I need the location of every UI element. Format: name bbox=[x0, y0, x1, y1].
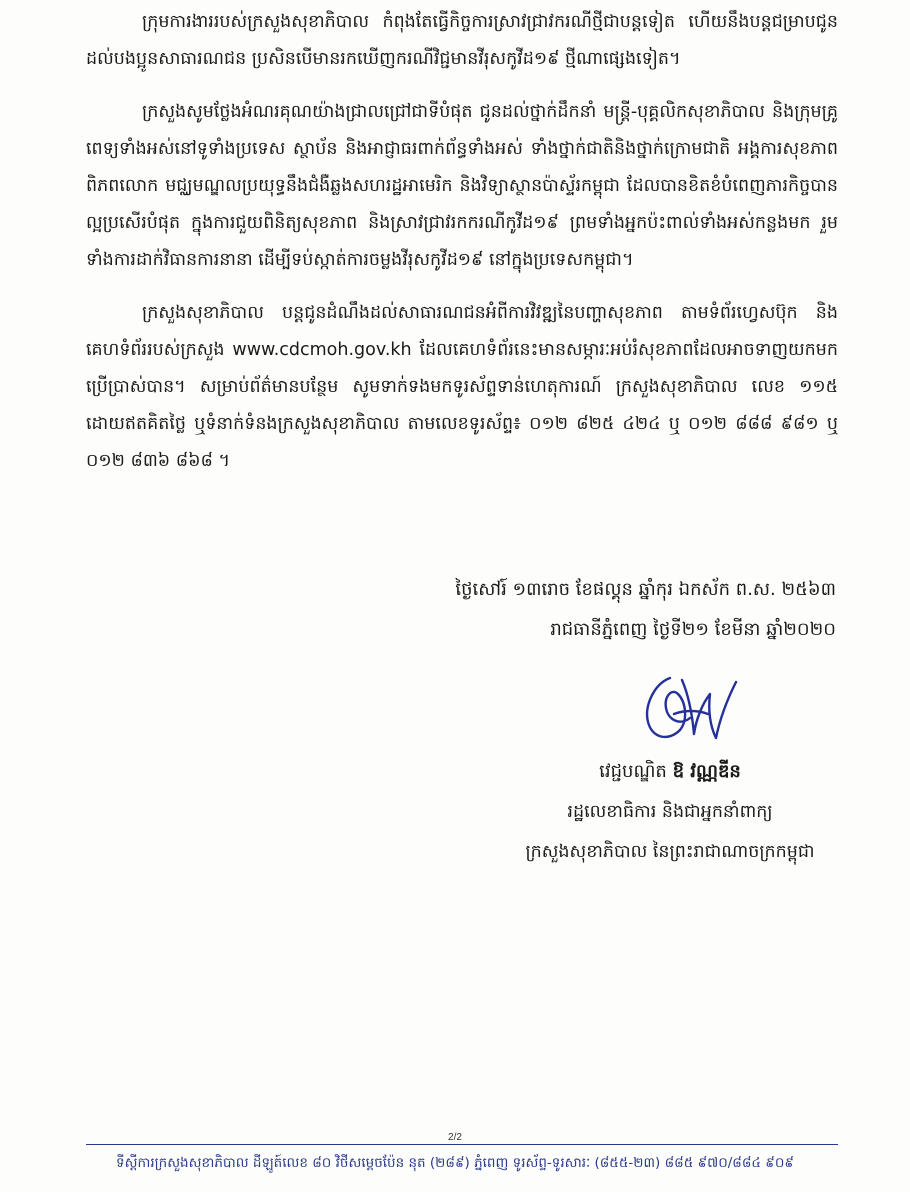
signatory-name: ឱ វណ្ណឌីន bbox=[672, 761, 741, 782]
signatory-role: រដ្ឋលេខាធិការ និងជាអ្នកនាំពាក្យ bbox=[567, 802, 773, 822]
signature-block bbox=[480, 752, 860, 872]
signatory-title: វេជ្ជបណ្ឌិត bbox=[599, 761, 667, 782]
solar-date: រាជធានីភ្នំពេញ ថ្ងៃទី២១ ខែមីនា ឆ្នាំ២០២០ bbox=[550, 619, 836, 640]
paragraph-gratitude: ក្រសួងសូមថ្លែងអំណរគុណយ៉ាងជ្រាលជ្រៅជាទីបំផុត ជូនដល់ថ្នាក់ដឹកនាំ មន្ត្រី-បុគ្គលិកសុខាភិបាល និងក្រុមគ្រូពេទ្យទាំងអស់នៅទូទាំងប្រទេស ស្ថាប័ន និងអាជ្ញាធរពាក់ព័ន្ធទាំងអស់ ទាំងថ្នាក់ជាតិនិងថ្នាក់ក្រោមជាតិ អង្គការសុខភាពពិភពលោក មជ្ឈមណ្ឌលប្រយុទ្ធនឹងជំងឺឆ្លងសហរដ្ឋអាមេរិក និងវិទ្យាស្ថានប៉ាស្ទ័រកម្ពុជា ដែលបានខិតខំបំពេញភារកិច្ចបានល្អប្រសើរបំផុត ក្នុងការជួយពិនិត្យសុខភាព និងស្រាវជ្រាវរកករណីកូវីដ១៩ ព្រមទាំងអ្នកប៉ះពាល់ទាំងអស់កន្លងមក រួមទាំងការដាក់វិធានការនានា ដើម្បីទប់ស្កាត់ការចម្លងវីរុសកូវីដ១៩ នៅក្នុងប្រទេសកម្ពុជា។ bbox=[86, 102, 838, 270]
lunar-date: ថ្ងៃសៅរ៍ ១៣រោច ខែផល្គុន ឆ្នាំកុរ ឯកស័ក ព.ស. ២៥៦៣ bbox=[455, 579, 836, 600]
handwritten-signature bbox=[636, 660, 746, 750]
page-number: 2/2 bbox=[448, 1132, 462, 1143]
date-block bbox=[455, 570, 836, 650]
signatory-name-line bbox=[480, 752, 860, 792]
paragraph-ongoing-investigation: ក្រុមការងាររបស់ក្រសួងសុខាភិបាល កំពុងតែធ្វើកិច្ចការស្រាវជ្រាវករណីថ្មីជាបន្តទៀត ហើយនឹងបន្តជម្រាបជូនដល់បងប្អូនសាធារណជន ប្រសិនបើមានរកឃើញករណីវិជ្ជមានវីរុសកូវីដ១៩ ថ្មីណាផ្សេងទៀត។ bbox=[86, 12, 838, 69]
footer-address: ទីស្តីការក្រសួងសុខាភិបាល ដីឡូត៍លេខ ៨០ វិថីសម្តេចប៉ែន នុត (២៨៩) ភ្នំពេញ ទូរស័ព្ទ-ទូរសារៈ (៨៥៥-២៣) ៨៨៥ ៩៧០/៨៨៤ ៩០៩ bbox=[116, 1155, 794, 1171]
footer-divider bbox=[86, 1144, 838, 1145]
signatory-ministry: ក្រសួងសុខាភិបាល នៃព្រះរាជាណាចក្រកម្ពុជា bbox=[525, 842, 815, 862]
paragraph-contact-info: ក្រសួងសុខាភិបាល បន្តជូនដំណឹងដល់សាធារណជនអំពីការវិវឌ្ឍនៃបញ្ហាសុខភាព តាមទំព័រហ្វេសប៊ុក និងគេហទំព័ររបស់ក្រសួង www.cdcmoh.gov.kh ដែលគេហទំព័រនេះមានសម្ភារៈអប់រំសុខភាពដែលអាចទាញយកមកប្រើប្រាស់បាន។ សម្រាប់ព័ត៌មានបន្ថែម សូមទាក់ទងមកទូរស័ព្ទទាន់ហេតុការណ៍ ក្រសួងសុខាភិបាល លេខ ១១៥ ដោយឥតគិតថ្លៃ ឬទំនាក់ទំនងក្រសួងសុខាភិបាល តាមលេខទូរស័ព្ទ៖ ០១២ ៨២៥ ៤២៤ ឬ ០១២ ៨៨៨ ៩៨១ ឬ ០១២ ៨៣៦ ៨៦៨ ។ bbox=[86, 303, 838, 471]
document-body bbox=[86, 4, 838, 496]
